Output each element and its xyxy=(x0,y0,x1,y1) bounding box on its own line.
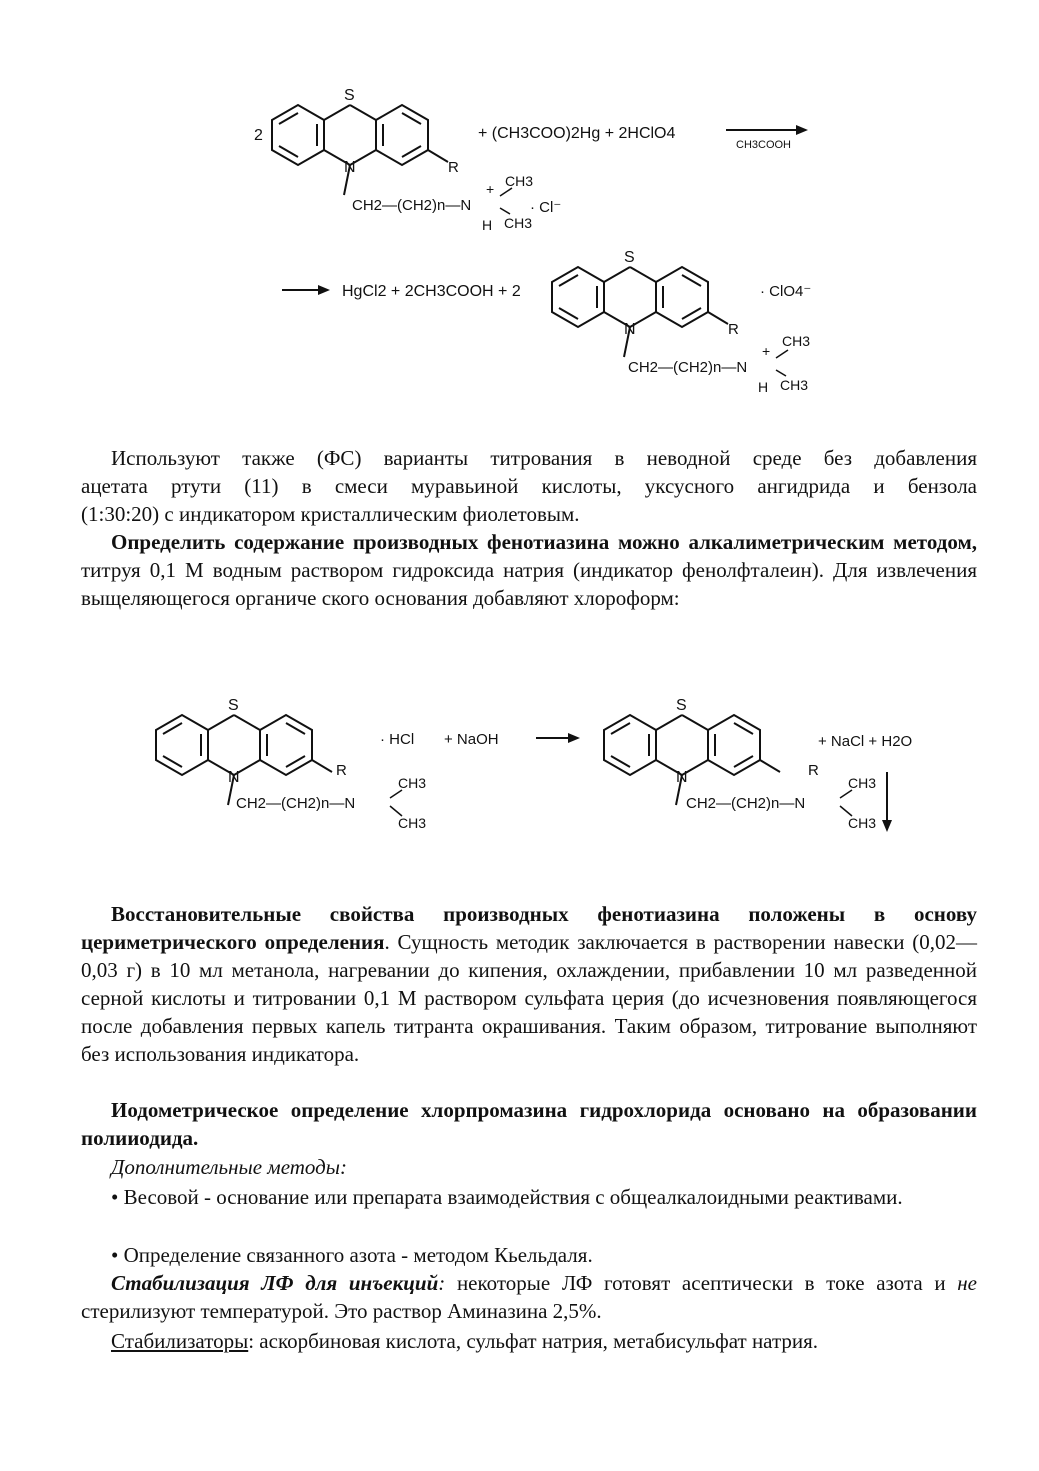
stabilization-text-end: стерилизуют температурой. Это раствор Аминазина 2,5%. xyxy=(81,1299,602,1323)
stabilization-text: некоторые ЛФ готовят асептически в токе азота и xyxy=(445,1271,958,1295)
nacl-water-products: + NaCl + H2O xyxy=(818,733,913,750)
bullet-weight-method xyxy=(81,1183,977,1211)
methyl-top: CH3 xyxy=(782,333,811,349)
side-chain: CH2—(CH2)n—N xyxy=(628,359,748,376)
side-chain: CH2—(CH2)n—N xyxy=(352,197,472,214)
methyl-top: CH3 xyxy=(505,173,534,189)
negation-word: не xyxy=(957,1271,977,1295)
hydrogen-label: H xyxy=(758,379,769,395)
paragraph-iodometric xyxy=(81,1096,977,1152)
alkalimetric-text: титруя 0,1 М водным раствором гидроксида натрия (индикатор фенолфталеин). Для извлечения выщеляющегося органиче ского основания добавляют хлороформ: xyxy=(81,558,977,610)
paragraph-stabilizers xyxy=(81,1327,977,1355)
perchlorate-anion: · ClO4⁻ xyxy=(760,283,812,300)
phenothiazine-salt-structure xyxy=(156,697,347,805)
sulfur-label: S xyxy=(676,697,687,714)
paragraph-line: ацетата ртути (11) в смеси муравьиной кислоты, уксусного ангидрида и бензола xyxy=(81,474,977,498)
precipitate-arrow-icon xyxy=(882,820,892,832)
paragraph-line: (1:30:20) с индикатором кристаллическим фиолетовым. xyxy=(81,502,580,526)
colon: : xyxy=(438,1271,446,1295)
methyl-bottom: CH3 xyxy=(504,215,533,231)
hcl-salt: · HCl xyxy=(380,731,415,748)
paragraph-cerimetric xyxy=(81,900,977,1068)
additional-methods-heading xyxy=(81,1153,977,1181)
stabilization-heading: Стабилизация ЛФ для инъекций xyxy=(111,1271,439,1295)
methyl-bottom: CH3 xyxy=(848,815,877,831)
phenothiazine-base-structure xyxy=(604,697,819,805)
bullet-text: Определение связанного азота - методом Кьельдаля. xyxy=(123,1243,593,1267)
chloride-anion: · Cl⁻ xyxy=(530,199,562,216)
additional-methods-label: Дополнительные методы: xyxy=(111,1155,347,1179)
methyl-bottom: CH3 xyxy=(398,815,427,831)
sulfur-label: S xyxy=(228,697,239,714)
ammonium-plus: + xyxy=(486,181,495,197)
nitrogen-label: N xyxy=(228,769,240,786)
methyl-bottom: CH3 xyxy=(780,377,809,393)
paragraph-nonaqueous xyxy=(81,444,977,528)
ammonium-plus: + xyxy=(762,343,771,359)
sulfur-label: S xyxy=(344,87,355,104)
bullet-text: Весовой - основание или препарата взаимодействия с общеалкалоидными реактивами. xyxy=(123,1185,903,1209)
bullet-icon: • xyxy=(111,1185,119,1209)
nitrogen-label: N xyxy=(624,321,636,338)
phenothiazine-structure xyxy=(552,249,739,357)
paragraph-alkalimetric xyxy=(81,528,977,612)
side-chain: CH2—(CH2)n—N xyxy=(686,795,806,812)
bullet-kjeldahl xyxy=(81,1241,977,1269)
hydrogen-label: H xyxy=(482,217,493,233)
stabilizers-label: Стабилизаторы xyxy=(111,1329,249,1353)
r-label: R xyxy=(448,159,459,176)
cerimetric-heading: Восстановительные свойства производных фенотиазина положены в основу цериметрического определения xyxy=(81,902,977,954)
methyl-top: CH3 xyxy=(398,775,427,791)
alkalimetric-heading: Определить содержание производных фенотиазина можно алкалиметрическим методом, xyxy=(111,530,977,554)
stabilizers-list: : аскорбиновая кислота, сульфат натрия, метабисульфат натрия. xyxy=(248,1329,819,1353)
naoh-reagent: + NaOH xyxy=(444,731,499,748)
nitrogen-label: N xyxy=(676,769,688,786)
iodometric-heading: Иодометрическое определение хлорпромазина гидрохлорида основано на образовании полииодида. xyxy=(81,1098,977,1150)
r-label: R xyxy=(808,762,819,779)
paragraph-stabilization xyxy=(81,1269,977,1325)
bullet-icon: • xyxy=(111,1243,119,1267)
products-1: HgCl2 + 2CH3COOH + 2 xyxy=(342,283,521,300)
paragraph-line: Используют также (ФС) варианты титрования в неводной среде без добавления xyxy=(111,446,977,470)
sulfur-label: S xyxy=(624,249,635,266)
cerimetric-text: . Сущность методик заключается в растворении навески (0,02—0,03 г) в 10 мл метанола, нагревании до кипения, охлаждении, прибавлении 10 мл разведенной серной кислоты и титровании 0,1 М раствором сульфата церия (до исчезновения появляющегося после добавления первых капель титранта окрашивания. Таким образом, титрование выполняют без использования индикатора. xyxy=(81,930,977,1066)
r-label: R xyxy=(728,321,739,338)
coefficient-2: 2 xyxy=(254,127,263,144)
r-label: R xyxy=(336,762,347,779)
methyl-top: CH3 xyxy=(848,775,877,791)
phenothiazine-structure xyxy=(272,87,459,195)
side-chain: CH2—(CH2)n—N xyxy=(236,795,356,812)
solvent-label: CH3COOH xyxy=(736,139,792,151)
nitrogen-label: N xyxy=(344,159,356,176)
reagents-1: + (CH3COO)2Hg + 2HClO4 xyxy=(478,125,676,142)
